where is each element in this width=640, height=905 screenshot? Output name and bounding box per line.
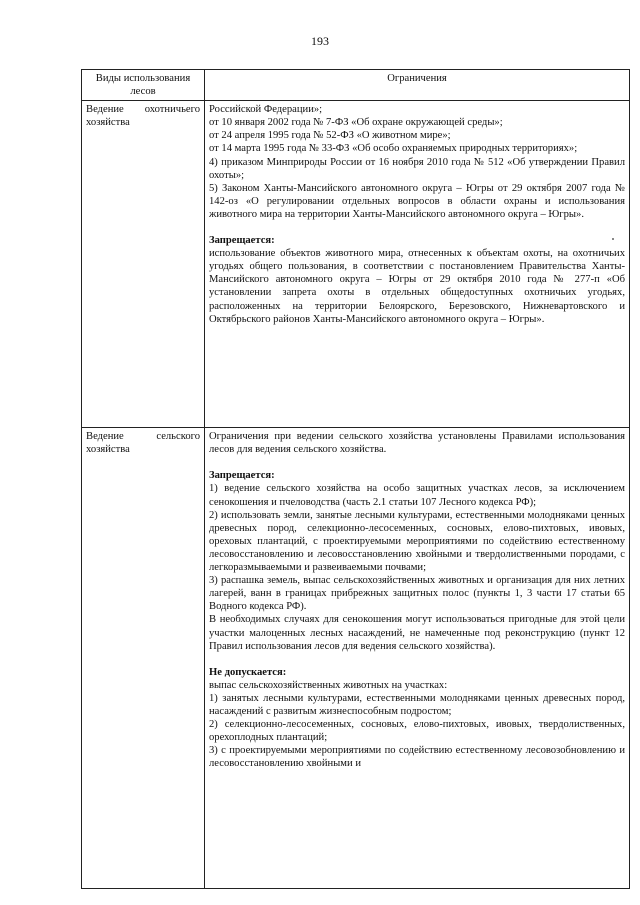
law-line: 5) Законом Ханты-Мансийского автономного округа – Югры от 29 октября 2007 года № 142-оз «О регулировании отдельных вопросов в области охраны и использования животного мира на территории Ханты-Мансийского автономного округа – Югры». <box>209 182 625 220</box>
law-line: от 24 апреля 1995 года № 52-ФЗ «О животном мире»; <box>209 130 451 142</box>
not-allowed-item: 1) занятых лесными культурами, естественными молодняками ценных древесных пород, насаждений с развитым жизнеспособным подростом; <box>209 692 625 717</box>
table-row-agriculture <box>82 428 630 889</box>
prohibited-item: 1) ведение сельского хозяйства на особо защитных участках лесов, за исключением сенокошения и пчеловодства (часть 2.1 статьи 107 Лесного кодекса РФ); <box>209 483 625 508</box>
agriculture-intro: Ограничения при ведении сельского хозяйства установлены Правилами использования лесов для ведения сельского хозяйства. <box>209 431 625 456</box>
not-allowed-heading: Не допускается: <box>209 666 287 678</box>
restrictions-agriculture <box>205 428 630 889</box>
not-allowed-item: 2) селекционно-лесосеменных, сосновых, елово-пихтовых, ивовых, твердолиственных, орехоплодных плантаций; <box>209 719 625 744</box>
law-line: от 14 марта 1995 года № 33-ФЗ «Об особо охраняемых природных территориях»; <box>209 143 578 155</box>
forest-use-hunting: Ведение охотничьего хозяйства <box>82 101 205 428</box>
not-allowed-item: 3) с проектируемыми мероприятиями по содействию естественному лесовозобновлению и лесовосстановлению хвойными и <box>209 745 625 770</box>
page-number: 193 <box>311 34 329 48</box>
prohibited-heading: Запрещается: <box>209 235 275 247</box>
law-line: 4) приказом Минприроды России от 16 ноября 2010 года № 512 «Об утверждении Правил охоты»; <box>209 156 625 181</box>
forest-use-agriculture: Ведение сельского хозяйства <box>82 428 205 889</box>
header-col-forest-use: Виды использования лесов <box>82 70 205 101</box>
prohibited-heading: Запрещается: <box>209 470 275 482</box>
table-header-row <box>82 70 630 101</box>
prohibited-item: В необходимых случаях для сенокошения могут использоваться пригодные для этой цели участки малоценных лесных насаждений, не намеченные под реконструкцию (пункт 12 Правил использования лесов для ведения сельского хозяйства). <box>209 614 625 652</box>
law-line: Российской Федерации»; <box>209 104 323 116</box>
restrictions-table <box>81 69 630 889</box>
table-row-hunting <box>82 101 630 428</box>
header-col-restrictions: Ограничения <box>205 70 630 101</box>
law-line: от 10 января 2002 года № 7-ФЗ «Об охране окружающей среды»; <box>209 117 503 129</box>
not-allowed-intro: выпас сельскохозяйственных животных на участках: <box>209 679 448 691</box>
prohibited-item: 2) использовать земли, занятые лесными культурами, естественными молодняками ценных древесных пород, селекционно-лесосеменных, сосновых, елово-пихтовых, ивовых, ореховых плантаций, с проектируемыми мероприятиями по содействию естественному лесовосстановлению и лесовосстановлению хвойными и твердолиственными породами, с легкоразмываемыми и развеиваемыми почвами; <box>209 509 625 574</box>
restrictions-hunting <box>205 101 630 428</box>
prohibited-item: 3) распашка земель, выпас сельскохозяйственных животных и организация для них летних лагерей, ванн в границах прибрежных защитных полос (пункты 1, 3 части 17 статьи 65 Водного кодекса РФ). <box>209 575 625 613</box>
prohibited-text: использование объектов животного мира, отнесенных к объектам охоты, на охотничьих угодьях общего пользования, в соответствии с постановлением Правительства Ханты-Мансийского автономного округа – Югры от 29 октября 2010 года № 277-п «Об установлении запрета охоты в отдельных общедоступных охотничьих угодьях, расположенных на территории Белоярского, Березовского, Нижневартовского и Октябрьского районов Ханты-Мансийского автономного округа – Югры». <box>209 248 625 325</box>
